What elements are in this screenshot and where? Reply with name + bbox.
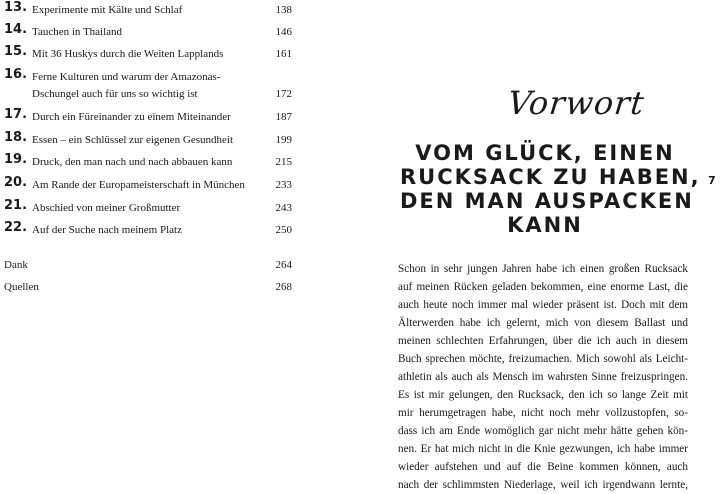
toc-chapter-title: Druck, den man nach und nach abbauen kann [32, 156, 233, 168]
headline-line: KANN [507, 213, 583, 237]
body-line: Schon in sehr jungen Jahren habe ich einen großen Rucksack [398, 263, 688, 275]
toc-chapter-number: 20. [4, 175, 28, 190]
toc-chapter-title: Mit 36 Huskys durch die Weiten Lapplands [32, 48, 224, 60]
toc-chapter-title: Experimente mit Kälte und Schlaf [32, 4, 183, 16]
toc-page-number: 268 [275, 281, 292, 293]
toc-page-number: 172 [275, 88, 292, 100]
toc-page-number: 250 [275, 224, 292, 236]
toc-chapter-number: 16. [4, 67, 28, 82]
body-line: athletin als auch als Mensch im wahrsten Sinne freizuspringen. [398, 371, 688, 383]
body-line: auch heute noch immer mal wieder präsent ist. Doch mit dem [398, 299, 688, 311]
toc-chapter-title: Essen – ein Schlüssel zur eigenen Gesundheit [32, 134, 234, 146]
toc-page-number: 146 [275, 26, 292, 38]
toc-extra-title: Dank [4, 259, 28, 271]
toc-chapter-title: Auf der Suche nach meinem Platz [32, 224, 182, 236]
foreword-kicker: Vorwort [506, 84, 647, 122]
toc-chapter-number: 13. [4, 0, 28, 15]
body-line: Es ist mir gelungen, den Rucksack, den ich so lange Zeit mit [398, 389, 688, 401]
body-line: Älterwerden habe ich gelernt, mich von diesem Ballast und [398, 317, 688, 329]
toc-chapter-number: 18. [4, 130, 28, 145]
toc-extra-title: Quellen [4, 281, 39, 293]
toc-chapter-title: Durch ein Füreinander zu einem Miteinander [32, 111, 231, 123]
body-line: nach der schlimmsten Niederlage, weil ich irgendwann lernte, [398, 479, 688, 491]
toc-chapter-number: 19. [4, 152, 28, 167]
toc-chapter-title: Am Rande der Europameisterschaft in München [32, 179, 245, 191]
headline-line: VOM GLÜCK, EINEN [415, 141, 675, 165]
foreword-headline [400, 141, 701, 237]
body-line: meinen schlechten Erfahrungen, über die ich auch in diesem [398, 335, 688, 347]
toc-page-number: 215 [275, 156, 292, 168]
body-line: wieder aufstehen und auf die Beine kommen können, auch [398, 461, 688, 473]
headline-line: DEN MAN AUSPACKEN [400, 189, 694, 213]
page-number: 7 [708, 174, 716, 187]
toc-page [0, 0, 330, 479]
toc-page-number: 243 [275, 202, 292, 214]
toc-chapter-number: 22. [4, 220, 28, 235]
body-line: Buch sprechen möchte, freizumachen. Mich sowohl als Leicht- [398, 353, 688, 365]
toc-chapter-number: 17. [4, 107, 28, 122]
toc-page-number: 233 [275, 179, 292, 191]
toc-chapter-title: Abschied von meiner Großmutter [32, 202, 181, 214]
toc-page-number: 161 [275, 48, 292, 60]
body-line: auf meinen Rücken geladen bekommen, eine enorme Last, die [398, 281, 688, 293]
toc-chapter-title: Tauchen in Thailand [32, 26, 123, 38]
toc-chapter-title-line-2: Dschungel auch für uns so wichtig ist [32, 88, 198, 100]
toc-chapter-number: 21. [4, 198, 28, 213]
toc-page-number: 138 [275, 4, 292, 16]
toc-page-number: 199 [275, 134, 292, 146]
headline-line: RUCKSACK ZU HABEN, [400, 165, 701, 189]
body-line: nen. Er hat mich nicht in die Knie gezwungen, ich habe immer [398, 443, 688, 455]
toc-page-number: 187 [275, 111, 292, 123]
toc-chapter-title-line-1: Ferne Kulturen und warum der Amazonas- [32, 71, 221, 83]
foreword-body [398, 260, 688, 494]
toc-chapter-number: 14. [4, 22, 28, 37]
toc-chapter-number: 15. [4, 44, 28, 59]
body-line: mir herumgetragen habe, nicht noch mehr vollzustopfen, so- [398, 407, 688, 419]
body-line: dass ich am Ende womöglich gar nicht mehr hätte gehen kön- [398, 425, 688, 437]
toc-page-number: 264 [275, 259, 292, 271]
